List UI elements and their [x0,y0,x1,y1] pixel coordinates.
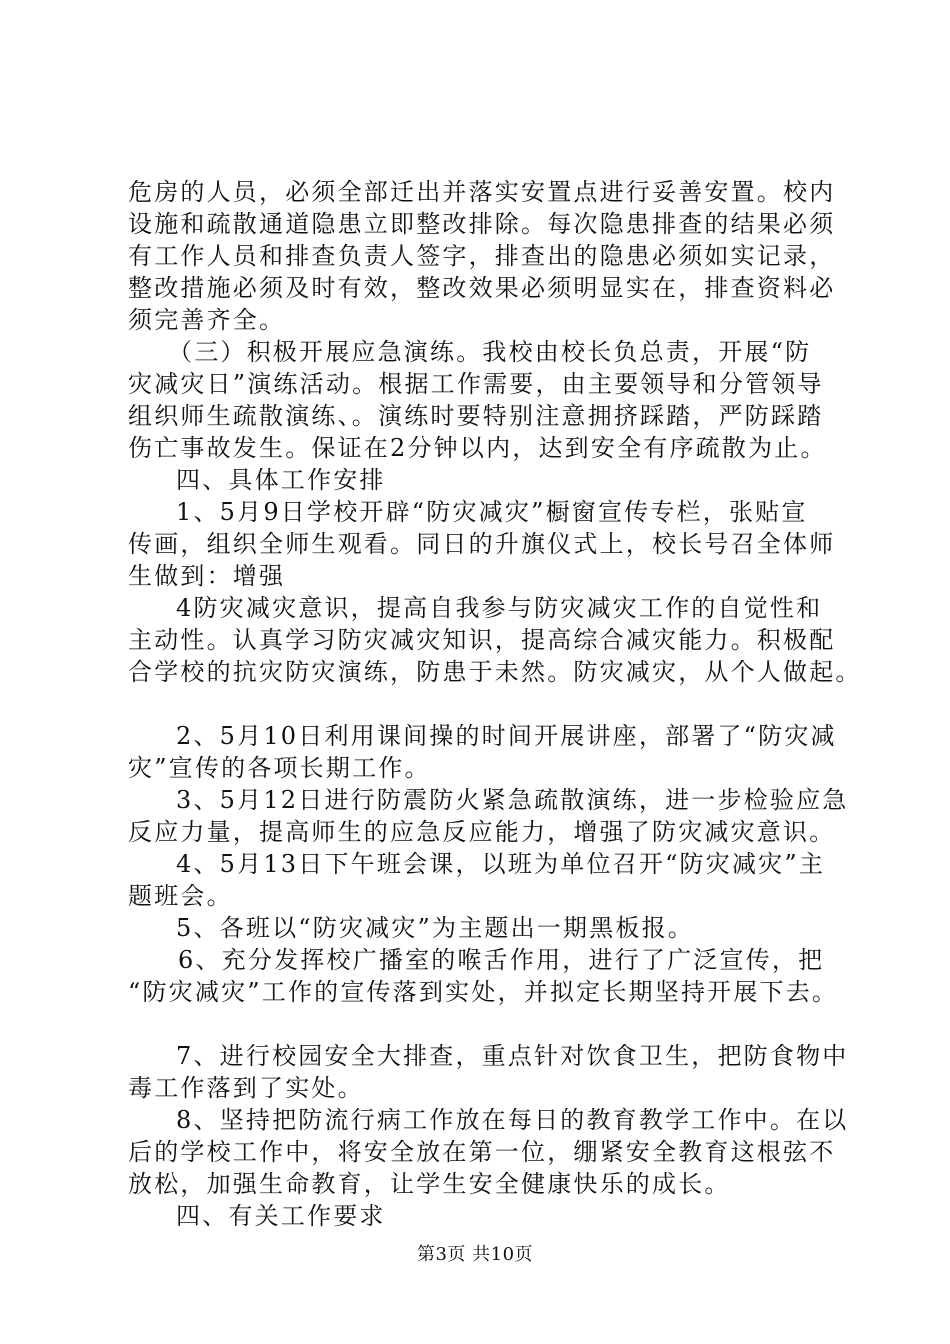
text-line: （三）积极开展应急演练。我校由校长负总责，开展“防 [168,338,812,366]
text-line: 2、5月10日利用课间操的时间开展讲座，部署了“防灾减 [176,722,837,750]
text-line: 3、5月12日进行防震防火紧急疏散演练，进一步检验应急 [176,786,849,814]
text-line: 反应力量，提高师生的应急反应能力，增强了防灾减灾意识。 [128,818,836,846]
text-line: 整改措施必须及时有效，整改效果必须明显实在，排查资料必 [128,274,836,302]
text-line: 合学校的抗灾防灾演练，防患于未然。防灾减灾，从个人做起。 [128,658,862,686]
text-line: 8、坚持把防流行病工作放在每日的教育教学工作中。在以 [176,1106,849,1134]
text-line: 伤亡事故发生。保证在2分钟以内，达到安全有序疏散为止。 [128,434,827,462]
section-heading: 四、有关工作要求 [176,1202,386,1230]
page-number-footer: 第3页 共10页 [416,1244,534,1265]
text-line: 5、各班以“防灾减灾”为主题出一期黑板报。 [176,914,695,942]
text-line: 危房的人员，必须全部迁出并落实安置点进行妥善安置。校内 [128,178,836,206]
text-line: 6、充分发挥校广播室的喉舌作用，进行了广泛宣传，把 [178,946,825,974]
text-line: 毒工作落到了实处。 [128,1074,364,1102]
text-line: 传画，组织全师生观看。同日的升旗仪式上，校长号召全体师 [128,530,836,558]
text-line: 7、进行校园安全大排查，重点针对饮食卫生，把防食物中 [176,1042,849,1070]
text-line: 灾减灾日”演练活动。根据工作需要，由主要领导和分管领导 [128,370,824,398]
text-line: 后的学校工作中，将安全放在第一位，绷紧安全教育这根弦不 [128,1138,836,1166]
text-line: “防灾减灾”工作的宣传落到实处，并拟定长期坚持开展下去。 [128,978,839,1006]
text-line: 须完善齐全。 [128,306,286,334]
text-line: 组织师生疏散演练、。演练时要特别注意拥挤踩踏，严防踩踏 [128,402,824,430]
text-line: 设施和疏散通道隐患立即整改排除。每次隐患排查的结果必须 [128,210,836,238]
text-line: 生做到：增强 [128,562,286,590]
section-heading: 四、具体工作安排 [176,466,386,494]
text-line: 题班会。 [128,882,233,910]
text-line: 主动性。认真学习防灾减灾知识，提高综合减灾能力。积极配 [128,626,836,654]
text-line: 放松，加强生命教育，让学生安全健康快乐的成长。 [128,1170,731,1198]
text-line: 有工作人员和排查负责人签字，排查出的隐患必须如实记录， [128,242,836,270]
text-line: 灾”宣传的各项长期工作。 [128,754,431,782]
text-line: 4防灾减灾意识，提高自我参与防灾减灾工作的自觉性和 [176,594,823,622]
text-line: 1、5月9日学校开辟“防灾减灾”橱窗宣传专栏，张贴宣 [176,498,808,526]
text-line: 4、5月13日下午班会课，以班为单位召开“防灾减灾”主 [176,850,826,878]
